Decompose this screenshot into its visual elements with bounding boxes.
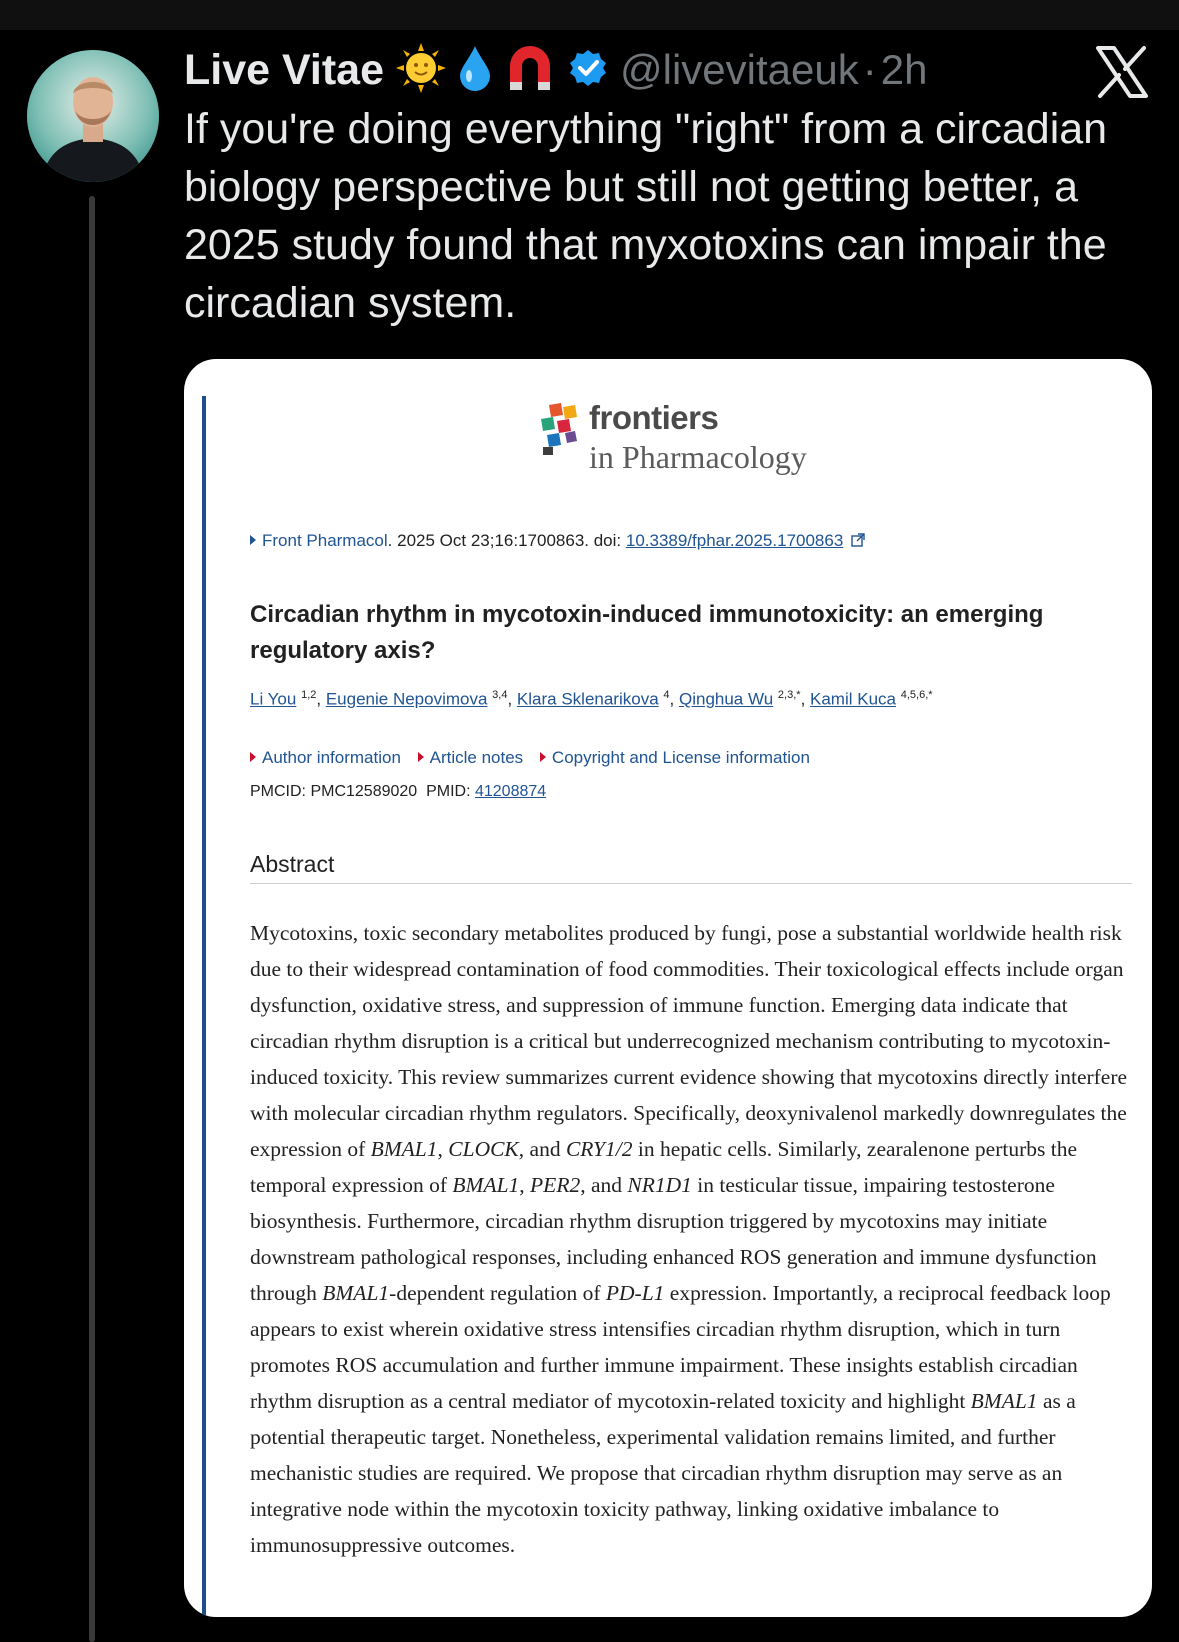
magnet-emoji-icon (504, 42, 556, 99)
tweet-header (184, 40, 927, 100)
external-link-icon (851, 533, 865, 547)
expand-triangle-icon (250, 752, 256, 762)
author-name[interactable]: Live Vitae (184, 45, 384, 94)
avatar-photo (27, 50, 159, 182)
pmcid: PMCID: PMC12589020 (250, 783, 418, 800)
abstract-segment: , and (518, 1137, 566, 1161)
abstract-segment: , (437, 1137, 449, 1161)
top-bar (0, 0, 1179, 30)
gene-name: CLOCK (448, 1137, 519, 1161)
separator-dot: · (862, 46, 877, 93)
author-list: Li You $^{1,2}$, Eugenie Nepovimova $^{3,4}$, Klara Sklenarikova $^4$, Qinghua Wu $^{2,3,*}$, Kamil Kuca $^{4,5,6,*}$ (250, 689, 933, 709)
abstract-segment: Mycotoxins, toxic secondary metabolites produced by fungi, pose a substantial worldwide health risk due to their widespread contamination of food commodities. Their toxicological effects include organ dysfunction, oxidative stress, and suppression of immune function. Emerging data indicate that circadian rhythm disruption is a critical but underrecognized mechanism contributing to mycotoxin-induced toxicity. This review summarizes current evidence showing that mycotoxins directly interfere with molecular circadian rhythm regulators. Specifically, deoxynivalenol markedly downregulates the expression of (250, 921, 1128, 1161)
author-affiliation: 3,4 (492, 689, 508, 701)
copyright-license-link[interactable]: Copyright and License information (540, 748, 810, 767)
abstract-segment: -dependent regulation of (389, 1281, 606, 1305)
journal-logo-line2: in Pharmacology (589, 439, 807, 475)
author-link[interactable]: Kamil Kuca (810, 689, 896, 709)
frontiers-logo-icon (539, 403, 585, 457)
tweet-text: If you're doing everything "right" from a circadian biology perspective but still not getting better, a 2025 study found that myxotoxins can impair the circadian system. (184, 105, 1108, 327)
abstract-segment: expression. Importantly, a reciprocal feedback loop appears to exist wherein oxidative stress intensifies circadian rhythm disruption, which in turn promotes ROS accumulation and further immune impairment. These insights establish circadian rhythm disruption as a central mediator of mycotoxin-related toxicity and highlight (250, 1281, 1111, 1413)
abstract-heading: Abstract (250, 851, 335, 877)
author-link[interactable]: Klara Sklenarikova (516, 689, 659, 709)
author-handle[interactable]: @livevitaeuk (620, 46, 859, 93)
x-logo-icon[interactable] (1094, 44, 1150, 100)
citation-details: . 2025 Oct 23;16:1700863. doi: (387, 531, 626, 550)
article-ids (250, 783, 546, 801)
droplet-emoji-icon (458, 44, 492, 97)
expand-triangle-icon (418, 752, 424, 762)
abstract-segment: , and (580, 1173, 628, 1197)
author-link[interactable]: Li You (250, 689, 297, 709)
gene-name: CRY1/2 (565, 1137, 633, 1161)
journal-logo-line1: frontiers (589, 399, 719, 436)
author-affiliation: 4,5,6,* (900, 689, 933, 701)
article-title: Circadian rhythm in mycotoxin-induced immunotoxicity: an emerging regulatory axis? (250, 601, 1044, 664)
accent-bar (202, 396, 206, 1617)
avatar[interactable] (27, 50, 159, 182)
gene-name: PER2 (530, 1173, 581, 1197)
pmid-link[interactable]: 41208874 (474, 783, 547, 800)
gene-name: NR1D1 (627, 1173, 692, 1197)
abstract-segment: as a potential therapeutic target. Nonetheless, experimental validation remains limited, and further mechanistic studies are required. We propose that circadian rhythm disruption may serve as an integrative node within the mycotoxin toxicity pathway, linking oxidative imbalance to immunosuppressive outcomes. (250, 1389, 1076, 1557)
gene-name: BMAL1 (452, 1173, 520, 1197)
abstract-segment: , (519, 1173, 531, 1197)
citation-line (250, 531, 865, 551)
abstract-divider (250, 883, 1132, 884)
doi-link[interactable]: 10.3389/fphar.2025.1700863 (625, 531, 844, 550)
gene-name: BMAL1 (970, 1389, 1038, 1413)
abstract-segment: in testicular tissue, impairing testosterone biosynthesis. Furthermore, circadian rhythm disruption triggered by mycotoxins may initiate downstream pathological responses, including enhanced ROS generation and immune dysfunction through (250, 1173, 1097, 1305)
author-affiliation: 1,2 (301, 689, 317, 701)
gene-name: BMAL1 (322, 1281, 390, 1305)
article-notes-link[interactable]: Article notes (418, 748, 524, 767)
author-affiliation: 2,3,* (777, 689, 801, 701)
sun-face-emoji-icon (396, 43, 446, 98)
gene-name: PD-L1 (605, 1281, 665, 1305)
author-link[interactable]: Eugenie Nepovimova (325, 689, 488, 709)
verified-badge-icon (568, 48, 608, 93)
article-info-links (250, 748, 822, 768)
thread-line (89, 196, 95, 1642)
expand-triangle-icon (540, 752, 546, 762)
author-information-link[interactable]: Author information (250, 748, 401, 767)
author-affiliation: 4 (663, 689, 670, 701)
abstract-text (250, 915, 1135, 1563)
attached-image-card[interactable] (184, 359, 1152, 1617)
post-time[interactable]: 2h (880, 46, 928, 93)
expand-triangle-icon (250, 535, 256, 545)
journal-link[interactable]: Front Pharmacol (262, 531, 388, 550)
pmid-label: PMID: (426, 783, 475, 800)
author-link[interactable]: Qinghua Wu (678, 689, 774, 709)
abstract-segment: in hepatic cells. Similarly, zearalenone perturbs the temporal expression of (250, 1137, 1078, 1197)
gene-name: BMAL1 (370, 1137, 438, 1161)
